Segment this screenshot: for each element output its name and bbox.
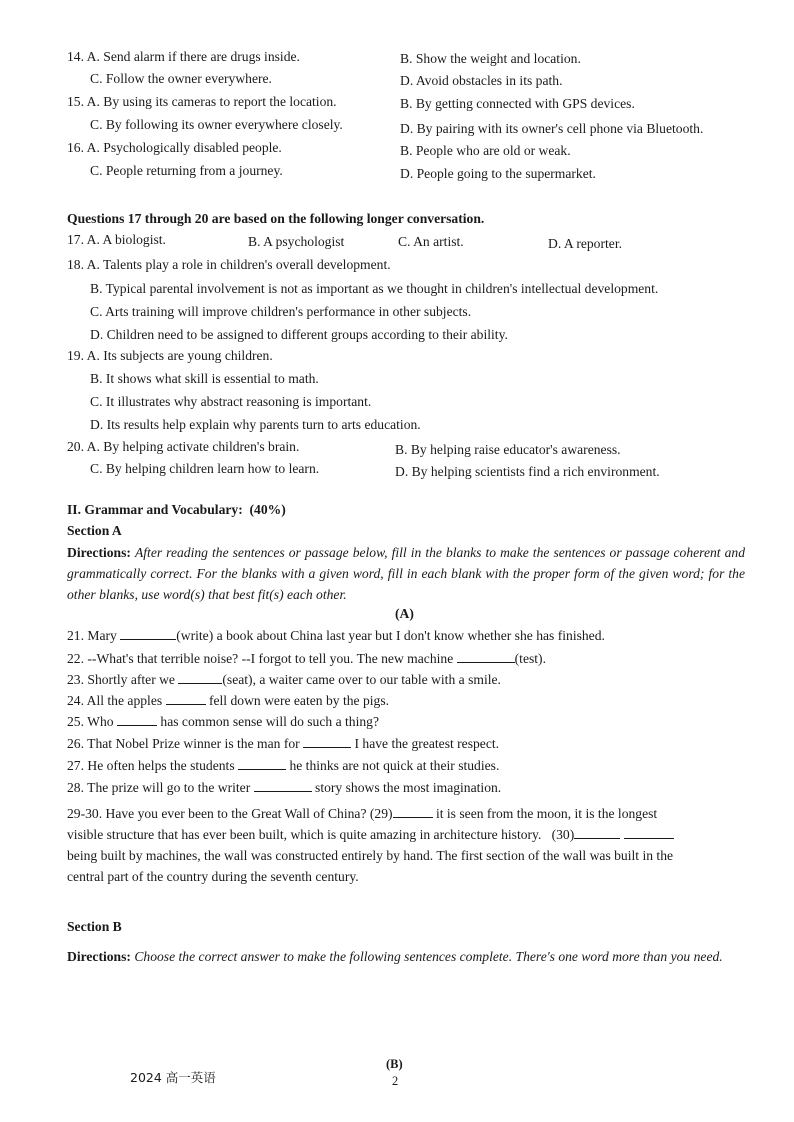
q24-text-post: fell down were eaten by the pigs.: [208, 693, 390, 708]
q17-option-a: 17. A. A biologist.: [67, 232, 166, 247]
passage-text: visible structure that has ever been built, which is quite amazing in architecture history.: [67, 827, 542, 842]
q27: [67, 757, 499, 774]
part-a-label: (A): [395, 606, 414, 621]
q21-text-pre: 21. Mary: [67, 628, 117, 643]
page-number: 2: [392, 1074, 399, 1088]
grammar-percent: (40%): [249, 502, 286, 517]
q20-option-a: 20. A. By helping activate children's brain.: [67, 439, 300, 454]
q18-option-d: D. Children need to be assigned to different groups according to their ability.: [90, 327, 508, 342]
q24: [67, 692, 389, 709]
q14-option-d: D. Avoid obstacles in its path.: [400, 73, 563, 88]
q14-option-c: C. Follow the owner everywhere.: [90, 71, 272, 86]
section-a-directions: [67, 542, 745, 605]
passage-line-4: central part of the country during the seventh century.: [67, 869, 359, 884]
q25-text-post: has common sense will do such a thing?: [160, 714, 379, 729]
section-b-directions: [67, 946, 745, 967]
q23-text-pre: 23. Shortly after we: [67, 672, 175, 687]
q30-blank-1[interactable]: [574, 826, 620, 839]
q22: [67, 650, 546, 667]
q23-text-post: (seat), a waiter came over to our table with a smile.: [222, 672, 501, 687]
q17-option-c: C. An artist.: [398, 234, 464, 249]
q16-option-c: C. People returning from a journey.: [90, 163, 283, 178]
directions-b-text: Choose the correct answer to make the following sentences complete. There's one word more than you need.: [134, 949, 723, 964]
q20-option-d: D. By helping scientists find a rich environment.: [395, 464, 660, 479]
q15-option-a: 15. A. By using its cameras to report the location.: [67, 94, 337, 109]
passage-text: 29-30. Have you ever been to the Great Wall of China? (29): [67, 806, 393, 821]
q14-option-b: B. Show the weight and location.: [400, 51, 581, 66]
q14-option-a: 14. A. Send alarm if there are drugs inside.: [67, 49, 300, 64]
q27-blank[interactable]: [238, 757, 286, 770]
q19-option-b: B. It shows what skill is essential to math.: [90, 371, 319, 386]
grammar-section-title: [67, 502, 286, 518]
q18-option-c: C. Arts training will improve children's performance in other subjects.: [90, 304, 472, 319]
q28-blank[interactable]: [254, 779, 312, 792]
longer-conversation-heading: Questions 17 through 20 are based on the following longer conversation.: [67, 211, 485, 226]
passage-text: it is seen from the moon, it is the longest: [435, 806, 658, 821]
q18-option-a: 18. A. Talents play a role in children's overall development.: [67, 257, 391, 272]
q26-text-pre: 26. That Nobel Prize winner is the man for: [67, 736, 300, 751]
q17-option-d: D. A reporter.: [548, 236, 622, 251]
q20-option-c: C. By helping children learn how to learn.: [90, 461, 320, 476]
directions-label: Directions:: [67, 545, 131, 560]
q28: [67, 779, 501, 796]
q24-blank[interactable]: [166, 692, 206, 705]
q30-blank-2[interactable]: [624, 826, 674, 839]
q21-blank[interactable]: [120, 627, 176, 640]
q23-blank[interactable]: [178, 671, 222, 684]
footer-course: 2024 高一英语: [130, 1070, 216, 1085]
q19-option-d: D. Its results help explain why parents turn to arts education.: [90, 417, 421, 432]
q20-option-b: B. By helping raise educator's awareness.: [395, 442, 621, 457]
q25: [67, 713, 379, 730]
q22-blank[interactable]: [457, 650, 515, 663]
q22-text-post: (test).: [514, 651, 546, 666]
paper-label: (B): [386, 1057, 403, 1071]
section-a-heading: Section A: [67, 523, 122, 538]
q16-option-d: D. People going to the supermarket.: [400, 166, 596, 181]
q17-option-b: B. A psychologist: [248, 234, 345, 249]
passage-line-2: [67, 826, 674, 843]
q28-text-post: story shows the most imagination.: [315, 780, 502, 795]
q24-text-pre: 24. All the apples: [67, 693, 163, 708]
passage-line-3: being built by machines, the wall was constructed entirely by hand. The first section of the wall was built in the: [67, 848, 674, 863]
directions-text: After reading the sentences or passage below, fill in the blanks to make the sentences or passage coherent and grammatically correct. For the blanks with a given word, fill in each blank with the proper form of the given word; for the other blanks, use word(s) that best fit(s) each other.: [67, 545, 745, 602]
q25-blank[interactable]: [117, 713, 157, 726]
q18-option-b: B. Typical parental involvement is not as important as we thought in children's intellectual development.: [90, 281, 659, 296]
q28-text-pre: 28. The prize will go to the writer: [67, 780, 251, 795]
q25-text-pre: 25. Who: [67, 714, 114, 729]
passage-line-1: [67, 805, 657, 822]
q15-option-d: D. By pairing with its owner's cell phone via Bluetooth.: [400, 121, 704, 136]
grammar-title: II. Grammar and Vocabulary:: [67, 502, 243, 517]
q15-option-c: C. By following its owner everywhere closely.: [90, 117, 343, 132]
q19-option-a: 19. A. Its subjects are young children.: [67, 348, 273, 363]
q19-option-c: C. It illustrates why abstract reasoning is important.: [90, 394, 372, 409]
q15-option-b: B. By getting connected with GPS devices.: [400, 96, 635, 111]
section-b-heading: Section B: [67, 919, 122, 934]
q16-option-a: 16. A. Psychologically disabled people.: [67, 140, 282, 155]
q26-blank[interactable]: [303, 735, 351, 748]
q27-text-post: he thinks are not quick at their studies.: [289, 758, 500, 773]
q21-text-post: (write) a book about China last year but I don't know whether she has finished.: [176, 628, 605, 643]
q29-blank[interactable]: [393, 805, 433, 818]
q16-option-b: B. People who are old or weak.: [400, 143, 571, 158]
q30-number: (30): [551, 827, 575, 842]
q26-text-post: I have the greatest respect.: [354, 736, 500, 751]
q23: [67, 671, 501, 688]
q26: [67, 735, 499, 752]
q27-text-pre: 27. He often helps the students: [67, 758, 235, 773]
q22-text-pre: 22. --What's that terrible noise? --I forgot to tell you. The new machine: [67, 651, 454, 666]
q21: [67, 627, 605, 644]
directions-b-label: Directions:: [67, 949, 131, 964]
